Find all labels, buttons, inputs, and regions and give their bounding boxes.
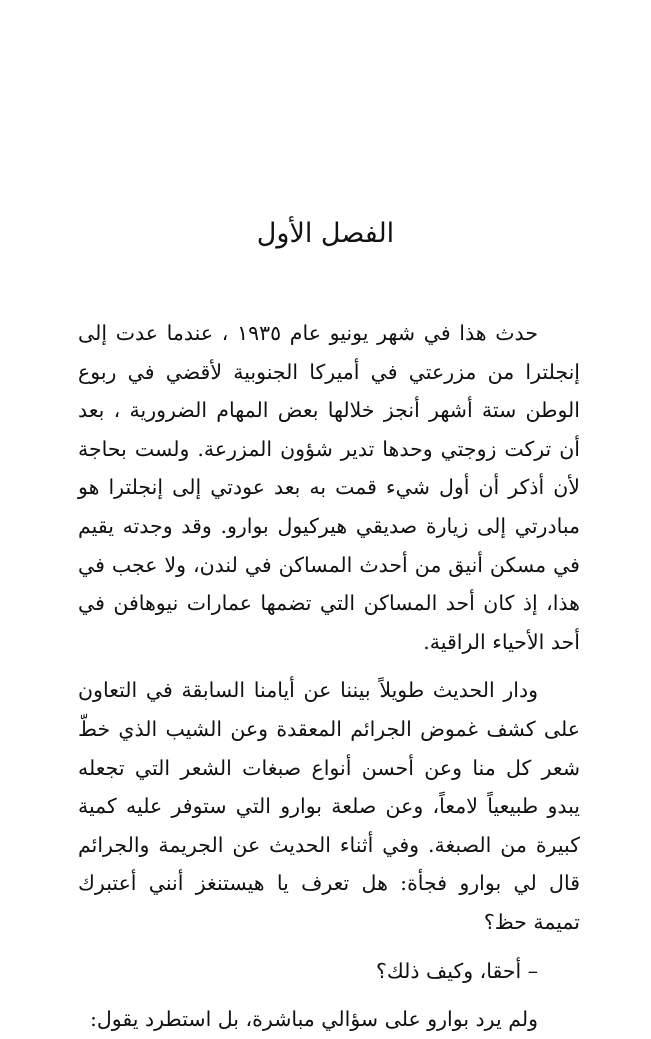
dialogue-line: – أحقا، وكيف ذلك؟ xyxy=(376,958,538,983)
body-text xyxy=(78,314,580,1039)
paragraph: ودار الحديث طويلاً بيننا عن أيامنا السابقة في التعاون على كشف غموض الجرائم المعقدة وعن الشيب الذي خطّ شعر كل منا وعن أحسن أنواع صبغات الشعر التي تجعله يبدو طبيعياً لامعاً، وعن صلعة بوارو التي ستوفر عليه كمية كبيرة من الصبغة. وفي أثناء الحديث عن الجريمة والجرائم قال لي بوارو فجأة: هل تعرف يا هيستنغز أنني أعتبرك تميمة حظ؟ xyxy=(78,678,580,934)
paragraph: حدث هذا في شهر يونيو عام ١٩٣٥ ، عندما عدت إلى إنجلترا من مزرعتي في أميركا الجنوبية لأقضي في ربوع الوطن ستة أشهر أنجز خلالها بعض المهام الضرورية ، بعد أن تركت زوجتي وحدها تدير شؤون المزرعة. ولست بحاجة لأن أذكر أن أول شيء قمت به بعد عودتي إلى إنجلترا هو مبادرتي إلى زيارة صديقي هيركيول بوارو. وقد وجدته يقيم في مسكن أنيق من أحدث المساكن في لندن، ولا عجب في هذا، إذ كان أحد المساكن التي تضمها عمارات نيوهافن في أحد الأحياء الراقية. xyxy=(78,321,580,654)
paragraph: ولم يرد بوارو على سؤالي مباشرة، بل استطرد يقول: xyxy=(89,1007,538,1032)
chapter-title: الفصل الأول xyxy=(256,218,395,249)
